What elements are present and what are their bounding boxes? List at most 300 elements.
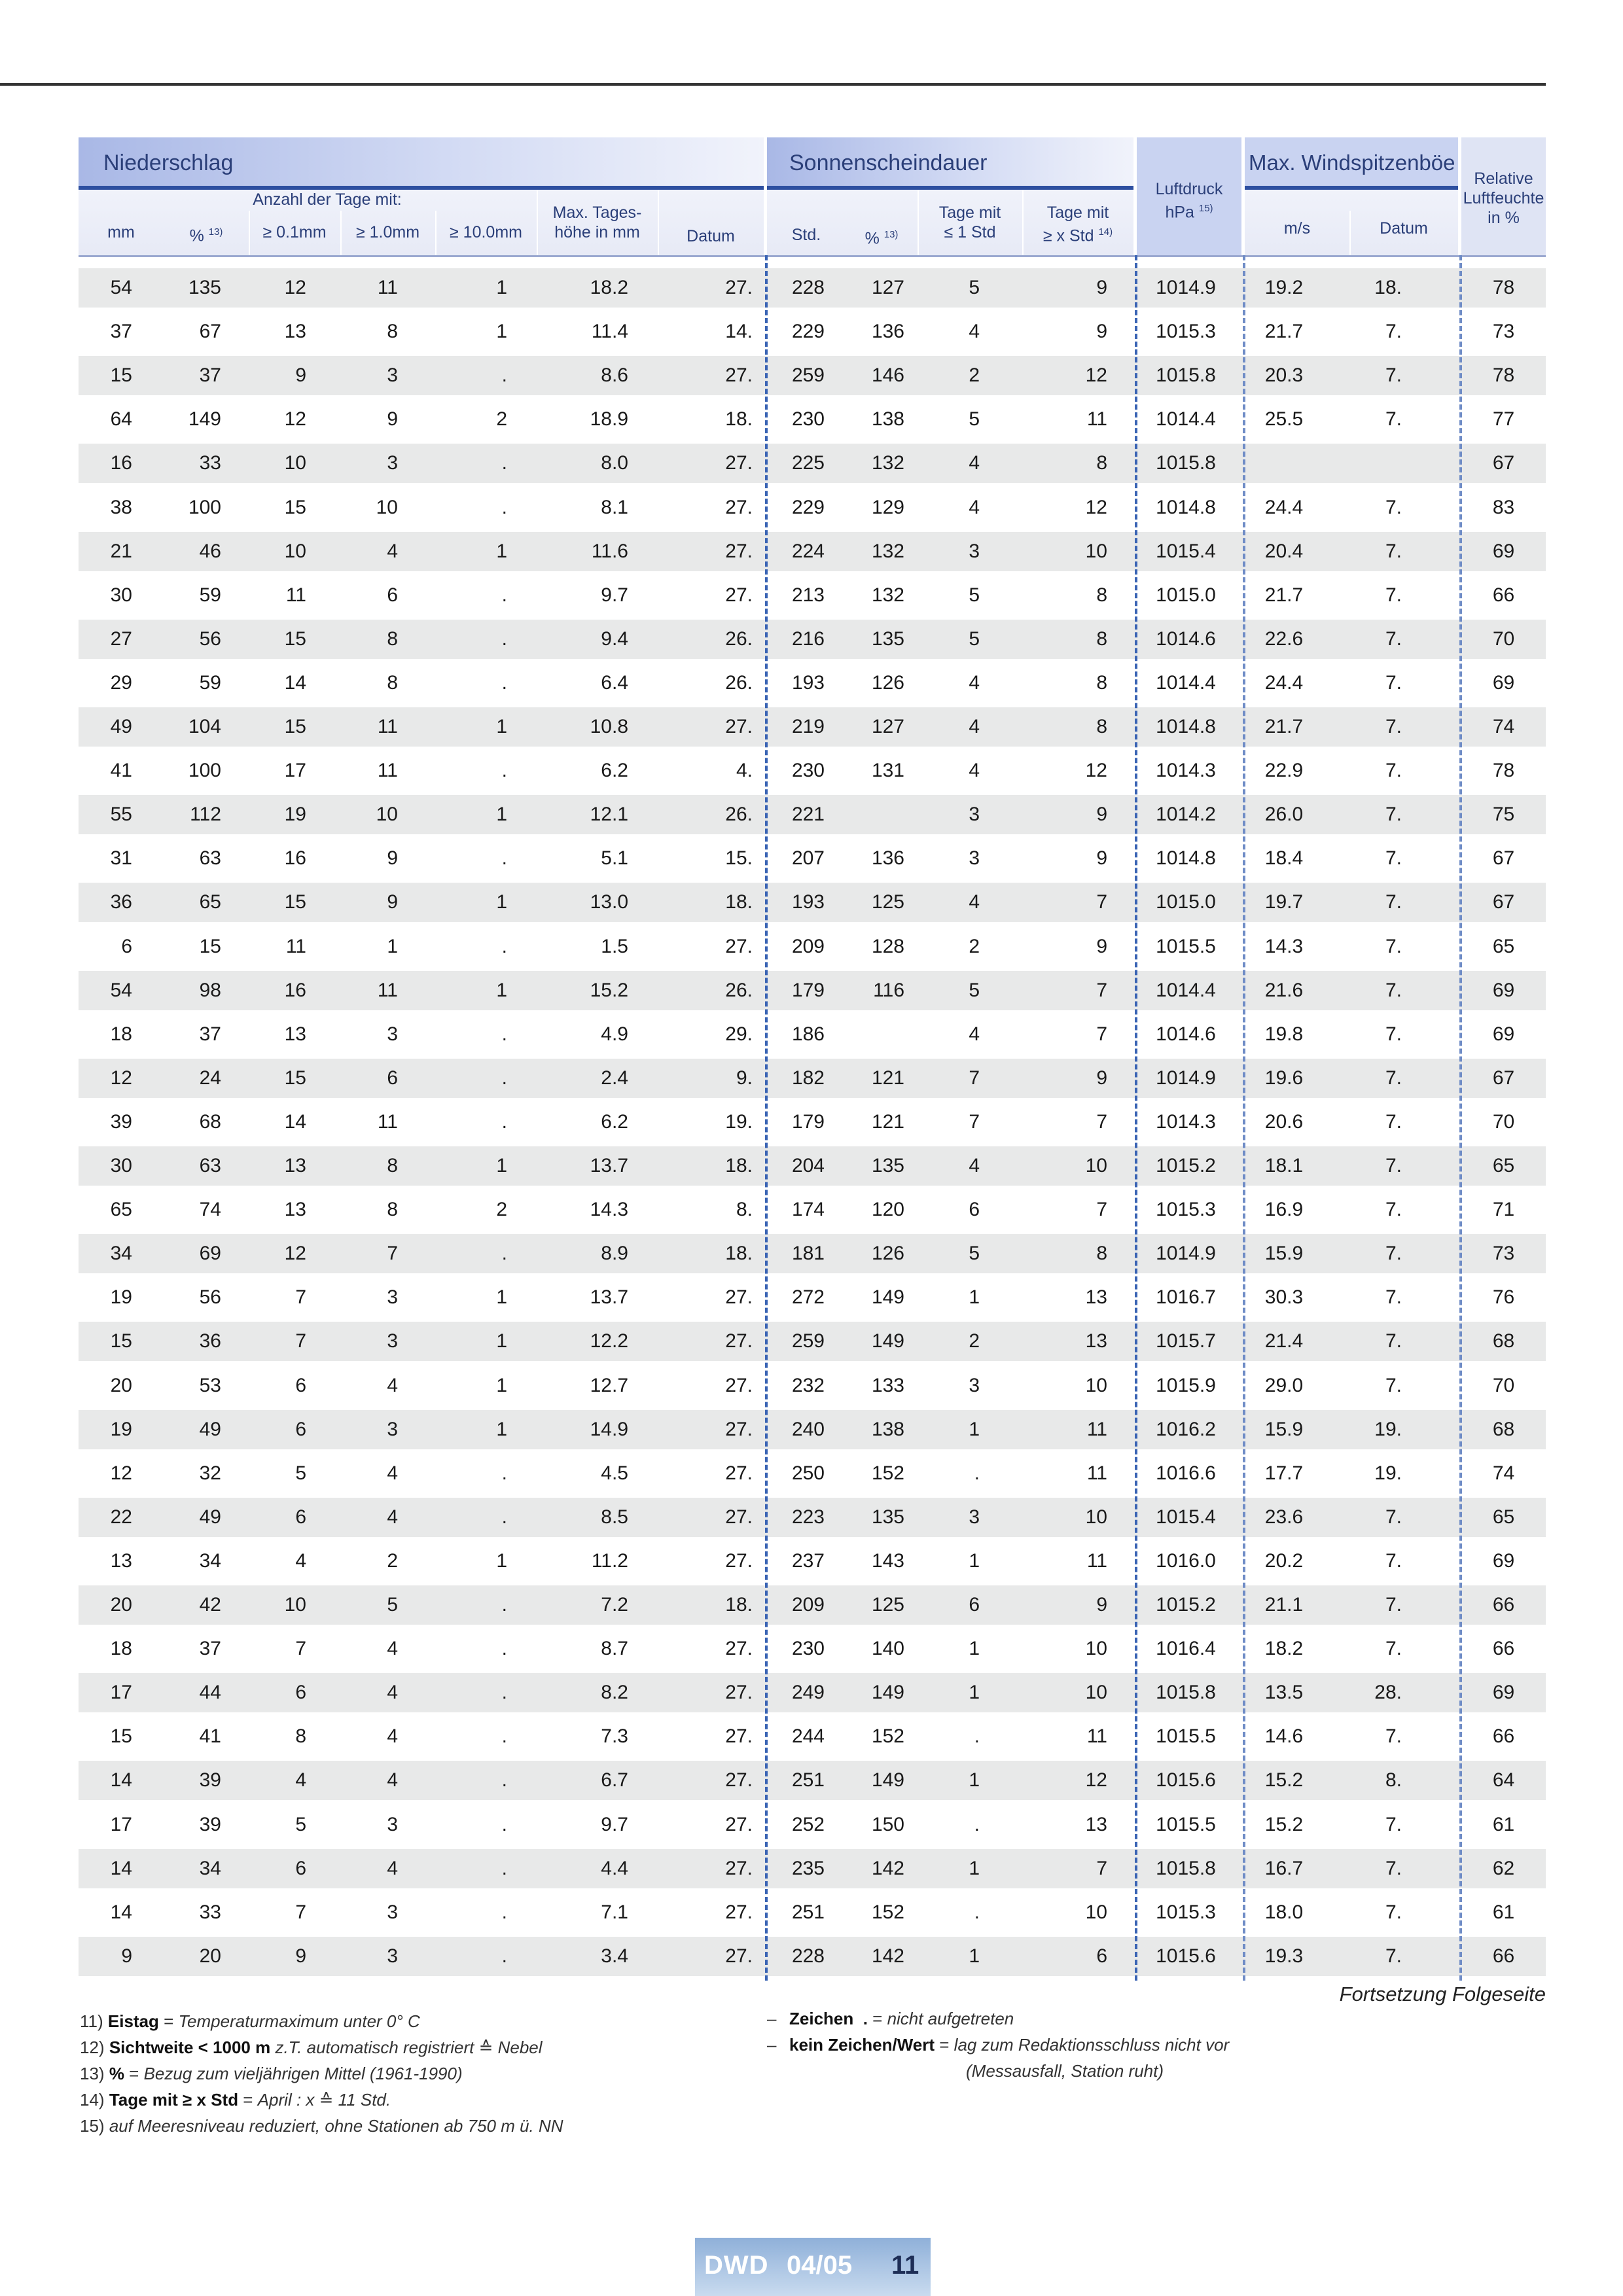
cell-date: 27.: [725, 496, 753, 518]
cell-pressure: 1014.4: [1156, 408, 1216, 431]
cell-days-100: 1: [496, 1374, 507, 1396]
cell-gust-ms: 18.1: [1264, 1155, 1304, 1176]
cell-pct: 59: [199, 584, 221, 606]
cell-days-gex: 10: [1085, 1155, 1107, 1176]
cell-gust-ms: 21.7: [1264, 584, 1304, 606]
table-row: [79, 1805, 1546, 1845]
cell-pct: 67: [199, 321, 221, 343]
cell-date: 19.: [725, 1110, 753, 1133]
feuchte-label-2: Luftfeuchte: [1463, 189, 1544, 207]
cell-humidity: 78: [1492, 364, 1515, 387]
cell-sun-pct: 126: [871, 1243, 904, 1265]
cell-days-10: 3: [387, 452, 398, 474]
cell-max-day: 7.1: [601, 1901, 628, 1923]
cell-days-100: .: [501, 1682, 507, 1704]
cell-mm: 29: [110, 671, 132, 694]
cell-days-01: 4: [295, 1769, 306, 1792]
cell-sun-pct: 135: [871, 1155, 904, 1176]
cell-humidity: 66: [1492, 1594, 1515, 1616]
cell-days-gex: 8: [1096, 671, 1107, 694]
cell-days-le1: 2: [969, 364, 980, 387]
cell-days-01: 5: [295, 1813, 306, 1835]
col-tage1-1: Tage mit: [938, 203, 1001, 222]
anzahl-tage-label: Anzahl der Tage mit:: [253, 190, 402, 209]
cell-gust-ms: 21.7: [1264, 321, 1304, 343]
cell-days-gex: 7: [1096, 1110, 1107, 1133]
cell-days-le1: 5: [969, 1243, 980, 1265]
cell-days-100: .: [501, 1023, 507, 1045]
cell-days-le1: 4: [969, 891, 980, 913]
cell-sun-pct: 138: [871, 1418, 904, 1440]
cell-days-10: 4: [387, 1857, 398, 1879]
table-row: [79, 839, 1546, 878]
cell-days-le1: 7: [969, 1110, 980, 1133]
col-tagex-1: Tage mit: [1046, 203, 1109, 222]
cell-pressure: 1015.6: [1156, 1769, 1216, 1792]
cell-gust-ms: 16.7: [1264, 1857, 1304, 1879]
cell-days-100: 1: [496, 1155, 507, 1176]
cell-gust-date: 7.: [1385, 1638, 1402, 1660]
cell-days-100: .: [501, 1725, 507, 1748]
cell-days-10: 9: [387, 891, 398, 913]
cell-days-10: 3: [387, 1901, 398, 1923]
cell-gust-ms: 15.2: [1264, 1769, 1304, 1792]
cell-gust-date: 19.: [1374, 1418, 1402, 1440]
cell-sun-hours: 272: [791, 1286, 825, 1309]
cell-humidity: 61: [1492, 1813, 1515, 1835]
cell-pressure: 1016.6: [1156, 1462, 1216, 1484]
cell-humidity: 66: [1492, 1945, 1515, 1967]
cell-sun-hours: 225: [791, 452, 825, 474]
cell-gust-ms: 24.4: [1264, 671, 1304, 694]
cell-days-01: 14: [284, 1110, 306, 1133]
cell-sun-hours: 209: [791, 1594, 825, 1616]
group-divider: [1135, 255, 1137, 1981]
niederschlag-header: [79, 137, 764, 186]
cell-max-day: 11.2: [591, 1549, 628, 1572]
cell-days-01: 12: [284, 408, 306, 431]
cell-days-01: 15: [284, 891, 306, 913]
cell-gust-ms: 15.9: [1264, 1243, 1304, 1265]
cell-sun-pct: 121: [871, 1067, 904, 1089]
cell-sun-hours: 181: [791, 1243, 825, 1265]
cell-days-100: 1: [496, 1418, 507, 1440]
cell-mm: 18: [110, 1638, 132, 1660]
cell-max-day: 12.2: [590, 1330, 628, 1352]
cell-days-gex: 8: [1096, 1243, 1107, 1265]
cell-date: 27.: [725, 364, 753, 387]
cell-max-day: 9.7: [601, 1813, 628, 1835]
hdr-sep: [435, 211, 437, 255]
cell-pct: 104: [188, 716, 221, 737]
cell-gust-date: 7.: [1385, 1067, 1402, 1089]
cell-pct: 135: [188, 277, 221, 298]
cell-mm: 20: [110, 1374, 132, 1396]
cell-max-day: 8.5: [601, 1506, 628, 1528]
cell-pct: 37: [199, 364, 221, 387]
table-row: [79, 1146, 1546, 1186]
cell-pressure: 1015.5: [1156, 1813, 1216, 1835]
cell-gust-date: 8.: [1385, 1769, 1402, 1792]
table-row: [79, 1673, 1546, 1712]
cell-gust-ms: 19.3: [1264, 1945, 1304, 1967]
cell-gust-ms: 20.2: [1264, 1549, 1304, 1572]
cell-days-le1: 5: [969, 277, 980, 298]
cell-gust-ms: 26.0: [1264, 804, 1304, 826]
cell-days-gex: 8: [1096, 584, 1107, 606]
cell-days-le1: 4: [969, 1155, 980, 1176]
cell-mm: 15: [110, 1330, 132, 1352]
cell-gust-ms: 18.4: [1264, 847, 1304, 870]
cell-gust-ms: 25.5: [1264, 408, 1304, 431]
cell-mm: 17: [110, 1682, 132, 1704]
cell-gust-date: 7.: [1385, 364, 1402, 387]
cell-gust-date: 7.: [1385, 1857, 1402, 1879]
cell-gust-date: 7.: [1385, 1374, 1402, 1396]
cell-date: 26.: [725, 804, 753, 826]
col-max-2: höhe in mm: [554, 223, 640, 241]
cell-days-gex: 13: [1085, 1330, 1107, 1352]
table-row: [79, 663, 1546, 703]
cell-days-gex: 9: [1096, 1067, 1107, 1089]
cell-sun-hours: 228: [791, 1945, 825, 1967]
cell-mm: 19: [110, 1418, 132, 1440]
cell-humidity: 78: [1492, 277, 1515, 298]
cell-days-gex: 10: [1085, 1638, 1107, 1660]
cell-humidity: 67: [1492, 1067, 1515, 1089]
cell-days-100: .: [501, 671, 507, 694]
cell-gust-date: 7.: [1385, 760, 1402, 782]
table-row: [79, 488, 1546, 527]
cell-sun-hours: 230: [791, 408, 825, 431]
cell-humidity: 67: [1492, 847, 1515, 870]
cell-sun-pct: 125: [871, 891, 904, 913]
cell-max-day: 13.7: [590, 1155, 628, 1176]
cell-days-10: 9: [387, 847, 398, 870]
sonnenschein-title: Sonnenscheindauer: [789, 150, 988, 175]
cell-humidity: 66: [1492, 584, 1515, 606]
cell-date: 27.: [725, 540, 753, 562]
table-row: [79, 707, 1546, 747]
cell-days-le1: 4: [969, 496, 980, 518]
cell-days-01: 9: [295, 1945, 306, 1967]
cell-gust-date: 7.: [1385, 1725, 1402, 1748]
cell-date: 27.: [725, 1638, 753, 1660]
cell-sun-hours: 193: [791, 671, 825, 694]
cell-pct: 37: [199, 1023, 221, 1045]
cell-max-day: 13.0: [590, 891, 628, 913]
wind-title: Max. Windspitzenböe: [1249, 150, 1455, 175]
cell-pct: 34: [199, 1549, 221, 1572]
table-row: [79, 1190, 1546, 1229]
cell-sun-hours: 216: [791, 627, 825, 650]
cell-days-10: 4: [387, 1682, 398, 1704]
cell-sun-pct: 136: [871, 321, 904, 343]
cell-humidity: 69: [1492, 1023, 1515, 1045]
cell-days-100: .: [501, 452, 507, 474]
cell-mm: 15: [110, 1725, 132, 1748]
cell-mm: 14: [110, 1857, 132, 1879]
cell-sun-hours: 229: [791, 496, 825, 518]
cell-sun-hours: 204: [791, 1155, 825, 1176]
cell-humidity: 67: [1492, 891, 1515, 913]
cell-gust-date: 7.: [1385, 1901, 1402, 1923]
cell-gust-date: 7.: [1385, 1243, 1402, 1265]
cell-sun-hours: 250: [791, 1462, 825, 1484]
cell-days-01: 6: [295, 1418, 306, 1440]
cell-days-100: 1: [496, 716, 507, 737]
legend-item: (Messausfall, Station ruht): [966, 2061, 1164, 2081]
cell-pressure: 1014.6: [1156, 1023, 1216, 1045]
table-row: [79, 971, 1546, 1010]
cell-days-100: .: [501, 1110, 507, 1133]
cell-days-le1: 1: [969, 1418, 980, 1440]
cell-mm: 13: [110, 1549, 132, 1572]
cell-days-le1: 4: [969, 716, 980, 737]
cell-days-gex: 9: [1096, 277, 1107, 298]
cell-pct: 41: [199, 1725, 221, 1748]
cell-days-gex: 12: [1085, 1769, 1107, 1792]
feuchte-label-3: in %: [1488, 209, 1520, 227]
table-row: [79, 356, 1546, 395]
cell-gust-date: 7.: [1385, 1330, 1402, 1352]
cell-pressure: 1014.9: [1156, 1243, 1216, 1265]
cell-days-01: 10: [284, 452, 306, 474]
cell-days-01: 7: [295, 1901, 306, 1923]
cell-mm: 39: [110, 1110, 132, 1133]
cell-days-10: 6: [387, 584, 398, 606]
cell-gust-date: 7.: [1385, 540, 1402, 562]
cell-sun-hours: 221: [791, 804, 825, 826]
cell-pct: 39: [199, 1769, 221, 1792]
cell-max-day: 4.9: [601, 1023, 628, 1045]
cell-gust-date: 7.: [1385, 1945, 1402, 1967]
cell-date: 29.: [725, 1023, 753, 1045]
badge-issue: 04/05: [787, 2251, 853, 2280]
cell-sun-hours: 244: [791, 1725, 825, 1748]
cell-pressure: 1014.6: [1156, 627, 1216, 650]
cell-sun-pct: 125: [871, 1594, 904, 1616]
cell-days-gex: 11: [1086, 1725, 1107, 1748]
cell-date: 27.: [725, 1330, 753, 1352]
cell-days-10: 8: [387, 321, 398, 343]
cell-mm: 41: [110, 760, 132, 782]
header-bottom-rule: [79, 255, 1546, 257]
cell-days-gex: 9: [1096, 1594, 1107, 1616]
cell-pressure: 1015.3: [1156, 1199, 1216, 1221]
cell-gust-date: 7.: [1385, 716, 1402, 737]
cell-days-01: 16: [284, 979, 306, 1001]
cell-days-le1: 1: [969, 1682, 980, 1704]
cell-sun-pct: 149: [871, 1286, 904, 1309]
cell-date: 27.: [725, 1769, 753, 1792]
cell-days-gex: 9: [1096, 847, 1107, 870]
cell-days-le1: 6: [969, 1594, 980, 1616]
cell-pressure: 1015.3: [1156, 1901, 1216, 1923]
col-max-1: Max. Tages-: [552, 203, 642, 222]
cell-days-le1: 6: [969, 1199, 980, 1221]
cell-sun-pct: 146: [871, 364, 904, 387]
cell-humidity: 61: [1492, 1901, 1515, 1923]
col-spct: % $^{13)}$: [865, 229, 899, 248]
cell-sun-hours: 251: [791, 1901, 825, 1923]
cell-sun-pct: 132: [871, 452, 904, 474]
cell-date: 14.: [725, 321, 753, 343]
group-divider: [765, 255, 768, 1981]
table-row: [79, 1322, 1546, 1361]
cell-sun-pct: 127: [871, 277, 904, 298]
cell-pressure: 1016.4: [1156, 1638, 1216, 1660]
legend-item: – Zeichen . = nicht aufgetreten: [767, 2009, 1014, 2028]
cell-humidity: 68: [1492, 1418, 1515, 1440]
cell-days-10: 11: [377, 760, 398, 782]
cell-humidity: 69: [1492, 979, 1515, 1001]
cell-humidity: 77: [1492, 408, 1515, 431]
cell-sun-hours: 213: [791, 584, 825, 606]
table-row: [79, 1717, 1546, 1756]
cell-mm: 22: [110, 1506, 132, 1528]
cell-gust-ms: 14.6: [1264, 1725, 1304, 1748]
cell-days-10: 3: [387, 1418, 398, 1440]
cell-sun-hours: 259: [791, 1330, 825, 1352]
cell-max-day: 8.2: [601, 1682, 628, 1704]
cell-pressure: 1014.4: [1156, 979, 1216, 1001]
cell-date: 18.: [725, 1243, 753, 1265]
table-row: [79, 1893, 1546, 1932]
cell-pct: 100: [188, 496, 221, 518]
cell-days-gex: 10: [1085, 1682, 1107, 1704]
cell-sun-pct: 142: [871, 1857, 904, 1879]
cell-sun-hours: 219: [791, 716, 825, 737]
table-row: [79, 1410, 1546, 1449]
cell-sun-pct: 121: [871, 1110, 904, 1133]
cell-days-10: 6: [387, 1067, 398, 1089]
cell-mm: 36: [110, 891, 132, 913]
table-row: [79, 883, 1546, 922]
cell-pressure: 1014.4: [1156, 671, 1216, 694]
cell-sun-hours: 179: [791, 1110, 825, 1133]
cell-pct: 20: [199, 1945, 221, 1967]
cell-days-10: 3: [387, 1813, 398, 1835]
cell-gust-ms: 21.6: [1264, 979, 1304, 1001]
cell-days-le1: 1: [969, 1857, 980, 1879]
cell-max-day: 8.0: [601, 452, 628, 474]
cell-days-100: .: [501, 1813, 507, 1835]
cell-pressure: 1014.3: [1156, 760, 1216, 782]
cell-days-10: 10: [376, 496, 398, 518]
cell-days-01: 6: [295, 1506, 306, 1528]
cell-mm: 14: [110, 1901, 132, 1923]
cell-mm: 18: [110, 1023, 132, 1045]
cell-days-01: 7: [295, 1286, 306, 1309]
cell-days-100: 2: [496, 408, 507, 431]
col-ge01: ≥ 0.1mm: [262, 223, 327, 241]
cell-pressure: 1015.8: [1156, 1857, 1216, 1879]
hdr-sep: [537, 190, 538, 255]
cell-gust-ms: 19.8: [1264, 1023, 1304, 1045]
cell-days-gex: 10: [1085, 540, 1107, 562]
cell-days-01: 10: [284, 540, 306, 562]
cell-sun-hours: 223: [791, 1506, 825, 1528]
cell-pct: 59: [199, 671, 221, 694]
cell-days-gex: 7: [1096, 1023, 1107, 1045]
cell-max-day: 10.8: [590, 716, 628, 737]
cell-days-01: 12: [284, 277, 306, 298]
cell-gust-date: 7.: [1385, 935, 1402, 957]
cell-date: 27.: [725, 1857, 753, 1879]
cell-days-01: 13: [284, 1023, 306, 1045]
cell-pressure: 1016.7: [1156, 1286, 1216, 1309]
cell-days-100: 1: [496, 321, 507, 343]
cell-days-100: .: [501, 935, 507, 957]
cell-days-01: 15: [284, 1067, 306, 1089]
cell-pressure: 1015.2: [1156, 1594, 1216, 1616]
cell-pct: 44: [199, 1682, 221, 1704]
col-tage1-2: ≤ 1 Std: [944, 223, 996, 241]
cell-gust-date: [1349, 444, 1402, 483]
cell-pressure: 1014.8: [1156, 716, 1216, 737]
cell-humidity: 78: [1492, 760, 1515, 782]
cell-pct: 63: [199, 1155, 221, 1176]
cell-days-100: .: [501, 1243, 507, 1265]
cell-mm: 16: [110, 452, 132, 474]
cell-sun-hours: 193: [791, 891, 825, 913]
cell-days-10: 10: [376, 804, 398, 826]
cell-sun-hours: 237: [791, 1549, 825, 1572]
cell-pressure: 1015.8: [1156, 452, 1216, 474]
cell-pct: 42: [199, 1594, 221, 1616]
cell-date: 8.: [736, 1199, 753, 1221]
cell-days-01: 13: [284, 1155, 306, 1176]
cell-days-01: 6: [295, 1374, 306, 1396]
table-row: [79, 1498, 1546, 1537]
group-divider: [1243, 255, 1245, 1981]
cell-days-le1: 5: [969, 584, 980, 606]
cell-gust-ms: 21.1: [1264, 1594, 1304, 1616]
cell-sun-pct: 131: [871, 760, 904, 782]
cell-mm: 19: [110, 1286, 132, 1309]
cell-days-01: 6: [295, 1857, 306, 1879]
cell-days-01: 12: [284, 1243, 306, 1265]
cell-date: 27.: [725, 1506, 753, 1528]
cell-days-100: .: [501, 1945, 507, 1967]
cell-mm: 21: [110, 540, 132, 562]
cell-pressure: 1015.7: [1156, 1330, 1216, 1352]
cell-days-gex: 10: [1085, 1506, 1107, 1528]
cell-days-01: 14: [284, 671, 306, 694]
table-row: [79, 444, 1546, 483]
cell-days-gex: 9: [1096, 804, 1107, 826]
cell-gust-date: 7.: [1385, 627, 1402, 650]
cell-days-10: 4: [387, 1374, 398, 1396]
cell-days-01: 11: [285, 935, 306, 957]
cell-date: 15.: [725, 847, 753, 870]
cell-date: 26.: [725, 671, 753, 694]
cell-humidity: 73: [1492, 321, 1515, 343]
cell-days-le1: 4: [969, 760, 980, 782]
cell-days-100: .: [501, 847, 507, 870]
cell-days-100: .: [501, 1638, 507, 1660]
cell-humidity: 70: [1492, 627, 1515, 650]
cell-days-gex: 10: [1085, 1374, 1107, 1396]
cell-pct: 100: [188, 760, 221, 782]
cell-pct: 74: [199, 1199, 221, 1221]
cell-days-10: 3: [387, 1330, 398, 1352]
cell-mm: 27: [110, 627, 132, 650]
cell-gust-ms: 16.9: [1264, 1199, 1304, 1221]
table-row: [79, 312, 1546, 351]
table-row: [79, 1585, 1546, 1625]
